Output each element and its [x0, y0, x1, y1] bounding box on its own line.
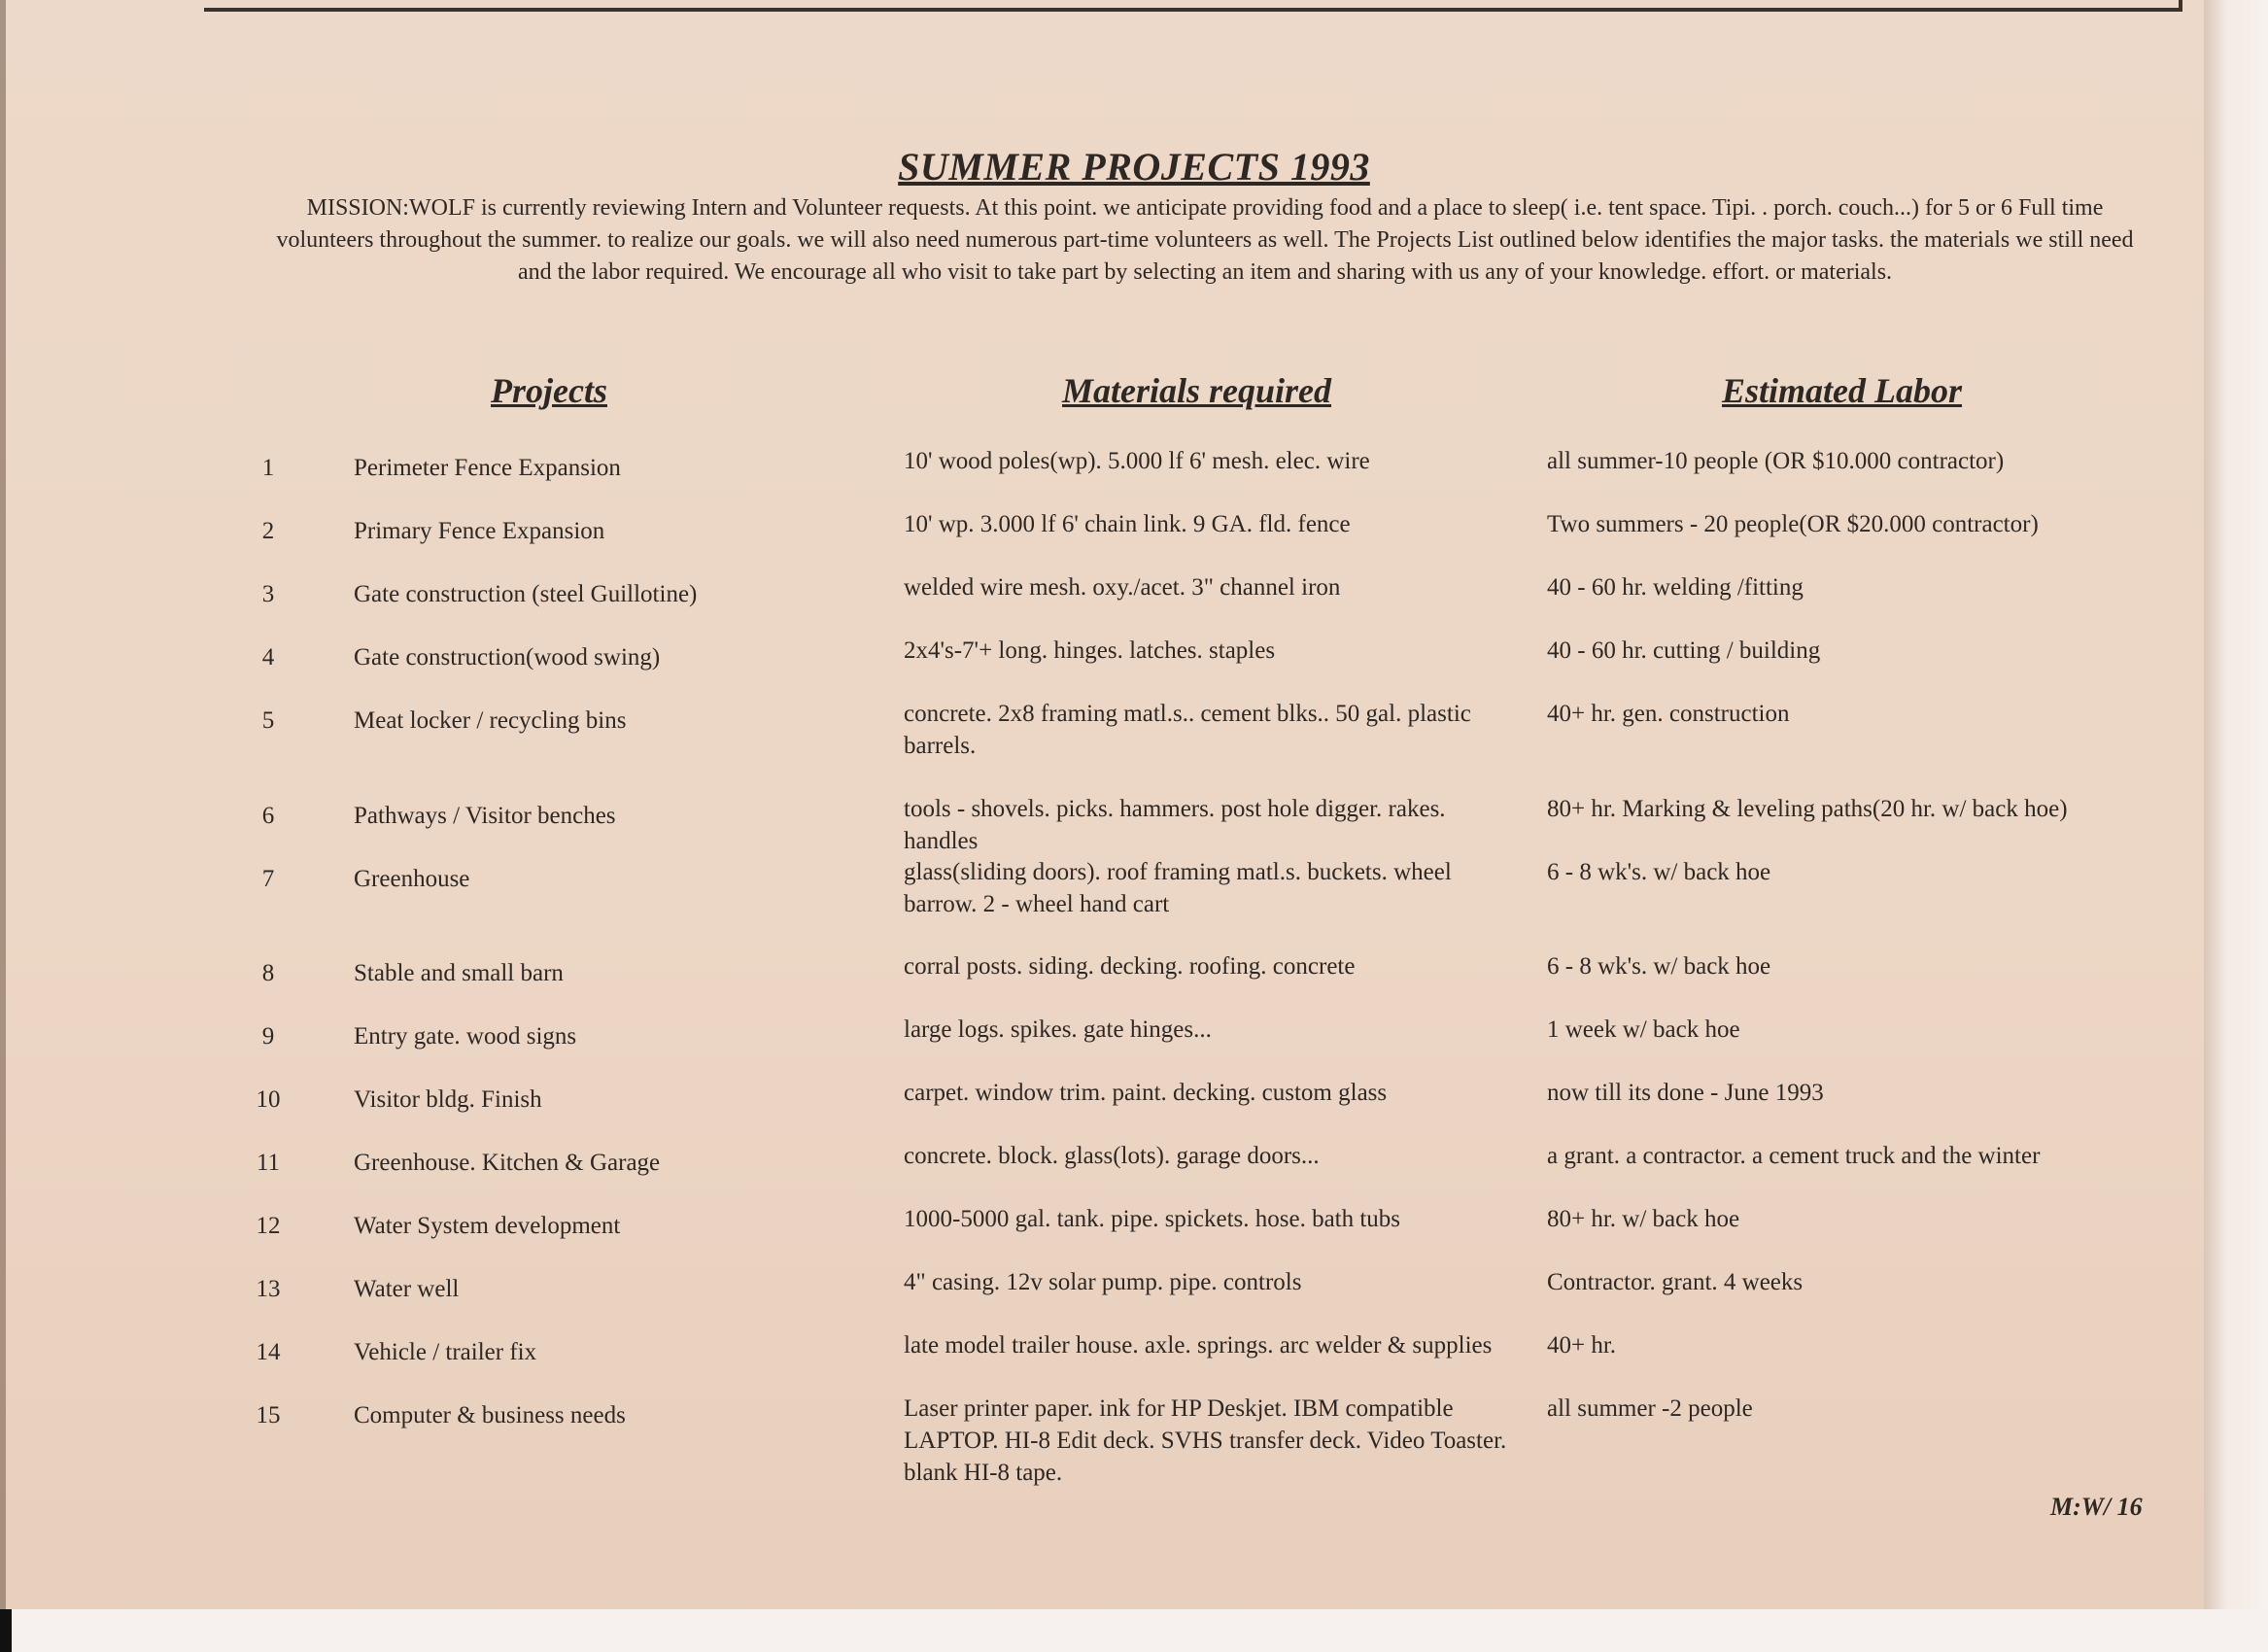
project-name: Perimeter Fence Expansion	[354, 455, 621, 481]
project-name: Greenhouse	[354, 866, 470, 892]
materials-cell: carpet. window trim. paint. decking. custom glass	[904, 1080, 1388, 1106]
scan-background-strip	[0, 1609, 2268, 1652]
project-name: Pathways / Visitor benches	[354, 803, 616, 829]
intro-paragraph: MISSION:WOLF is currently reviewing Intern and Volunteer requests. At this point. we anticipate providing food and a place to sleep( i.e. tent space. Tipi. . porch. couch...) for 5 or 6 Full time volunteers throughout the summer. to realize our goals. we will also need numerous part-time volunteers as well. The Projects List outlined below identifies the major tasks. the materials we still need and the labor required. We encourage all who visit to take part by selecting an item and sharing with us any of your knowledge. effort. or materials.	[276, 195, 2134, 285]
materials-cell: 1000-5000 gal. tank. pipe. spickets. hose. bath tubs	[904, 1206, 1401, 1232]
row-number: 8	[261, 960, 275, 986]
labor-cell: 40+ hr.	[1547, 1332, 1617, 1359]
page-footer: M:W/ 16	[2050, 1493, 2143, 1521]
materials-cell: corral posts. siding. decking. roofing. concrete	[904, 953, 1356, 980]
labor-cell: 40+ hr. gen. construction	[1547, 701, 1790, 727]
project-name: Vehicle / trailer fix	[354, 1339, 537, 1365]
top-border-rule	[204, 0, 2182, 12]
row-number: 2	[261, 518, 275, 544]
row-number: 15	[256, 1402, 281, 1428]
labor-cell: all summer-10 people (OR $10.000 contractor)	[1547, 448, 2005, 474]
row-number: 9	[261, 1023, 275, 1050]
materials-cell: 2x4's-7'+ long. hinges. latches. staples	[904, 637, 1276, 664]
labor-cell: all summer -2 people	[1547, 1395, 1753, 1422]
project-name: Visitor bldg. Finish	[354, 1086, 542, 1113]
row-number: 14	[256, 1339, 281, 1365]
materials-cell: late model trailer house. axle. springs. arc welder & supplies	[904, 1332, 1493, 1359]
row-number: 3	[261, 581, 275, 607]
materials-cell: concrete. block. glass(lots). garage doors...	[904, 1143, 1320, 1169]
page-left-edge	[0, 0, 6, 1652]
labor-cell: 80+ hr. w/ back hoe	[1547, 1206, 1740, 1232]
labor-cell: 6 - 8 wk's. w/ back hoe	[1547, 859, 1771, 885]
row-number: 11	[256, 1150, 281, 1176]
materials-cell: 4" casing. 12v solar pump. pipe. controls	[904, 1269, 1302, 1295]
project-name: Water well	[354, 1276, 460, 1302]
labor-cell: 40 - 60 hr. cutting / building	[1547, 637, 1821, 664]
labor-cell: a grant. a contractor. a cement truck and the winter	[1547, 1143, 2041, 1169]
materials-cell: welded wire mesh. oxy./acet. 3" channel iron	[904, 574, 1341, 601]
project-name: Greenhouse. Kitchen & Garage	[354, 1150, 661, 1176]
row-number: 13	[256, 1276, 281, 1302]
labor-cell: 6 - 8 wk's. w/ back hoe	[1547, 953, 1771, 980]
project-name: Water System development	[354, 1213, 621, 1239]
materials-cell: Laser printer paper. ink for HP Deskjet. IBM compatible LAPTOP. HI-8 Edit deck. SVHS transfer deck. Video Toaster. blank HI-8 tape.	[904, 1395, 1507, 1486]
materials-cell: 10' wp. 3.000 lf 6' chain link. 9 GA. fld. fence	[904, 511, 1351, 537]
labor-cell: 40 - 60 hr. welding /fitting	[1547, 574, 1804, 601]
page-title: SUMMER PROJECTS 1993	[898, 145, 1370, 189]
row-number: 6	[261, 803, 275, 829]
page-edge-shadow	[2204, 0, 2268, 1652]
materials-cell: glass(sliding doors). roof framing matl.s. buckets. wheel barrow. 2 - wheel hand cart	[904, 859, 1452, 917]
labor-cell: 1 week w/ back hoe	[1547, 1016, 1740, 1043]
labor-cell: Contractor. grant. 4 weeks	[1547, 1269, 1804, 1295]
column-header-labor: Estimated Labor	[1722, 371, 1963, 410]
materials-cell: tools - shovels. picks. hammers. post hole digger. rakes. handles	[904, 796, 1446, 854]
column-header-materials: Materials required	[1062, 371, 1332, 410]
column-header-projects: Projects	[491, 371, 607, 410]
row-number: 1	[261, 455, 275, 481]
labor-cell: Two summers - 20 people(OR $20.000 contractor)	[1547, 511, 2039, 537]
project-name: Stable and small barn	[354, 960, 564, 986]
scan-corner-mark	[0, 1609, 12, 1652]
materials-cell: large logs. spikes. gate hinges...	[904, 1016, 1212, 1043]
project-name: Computer & business needs	[354, 1402, 626, 1428]
project-name: Entry gate. wood signs	[354, 1023, 577, 1050]
project-name: Primary Fence Expansion	[354, 518, 605, 544]
row-number: 12	[256, 1213, 281, 1239]
row-number: 10	[256, 1086, 281, 1113]
labor-cell: now till its done - June 1993	[1547, 1080, 1824, 1106]
project-name: Gate construction(wood swing)	[354, 644, 661, 671]
materials-cell: 10' wood poles(wp). 5.000 lf 6' mesh. elec. wire	[904, 448, 1370, 474]
labor-cell: 80+ hr. Marking & leveling paths(20 hr. w/ back hoe)	[1547, 796, 2068, 822]
row-number: 5	[261, 707, 275, 734]
project-name: Gate construction (steel Guillotine)	[354, 581, 698, 607]
row-number: 7	[261, 866, 275, 892]
project-name: Meat locker / recycling bins	[354, 707, 627, 734]
row-number: 4	[261, 644, 275, 671]
materials-cell: concrete. 2x8 framing matl.s.. cement blks.. 50 gal. plastic barrels.	[904, 701, 1471, 759]
